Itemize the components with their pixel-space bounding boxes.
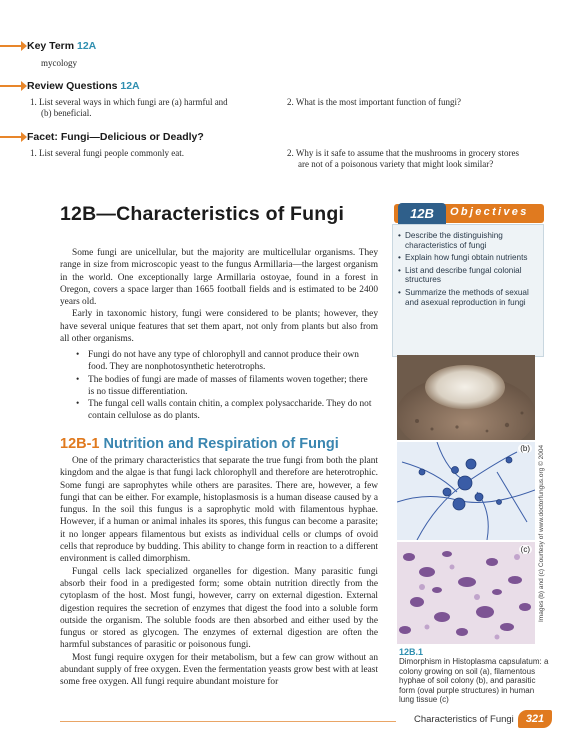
section-title: 12B—Characteristics of Fungi bbox=[60, 203, 345, 225]
key-term-heading: Key Term 12A bbox=[27, 40, 97, 52]
photo-c-parasitic-form bbox=[397, 542, 535, 644]
page-number: 321 bbox=[518, 710, 552, 728]
nutrition-paragraph-3: Most fungi require oxygen for their metabolism, but a few can grow without an abundant supply of free oxygen. Even the fermentation yeasts grow best with at least some free oxygen. All fungi require abundant moisture for bbox=[60, 652, 378, 688]
objective-item: • Explain how fungi obtain nutrients bbox=[397, 253, 539, 263]
review-questions-heading-row bbox=[0, 80, 140, 92]
intro-paragraph-1: Some fungi are unicellular, but the majority are multicellular organisms. They range in size from microscopic yeast to the fungus Armillaria—the largest organism in the world. One exceptionally large Armillaria ostoyae, found in a forest in Oregon, covers a space larger than 1665 football fields and is estimated to be 2400 years old. bbox=[60, 248, 378, 308]
objective-item: • List and describe fungal colonial structures bbox=[397, 266, 539, 285]
facet-question-2: 2. Why is it safe to assume that the mushrooms in grocery stores bbox=[287, 148, 520, 158]
nutrition-paragraph-2: Fungal cells lack specialized organelles for digestion. Many parasitic fungi absorb their food in a predigested form; some obtain nutrition directly from the cytoplasm of the host. Most fungi, however, carry on external digestion. External digestion requires the secretion of enzymes that digest the food into a soluble form outside the organism. The soluble foods are then absorbed and either used by the fungus or stored as glycogen. The enzymes of external digestion are often the harmful substances of parasitic or poisonous fungi. bbox=[60, 566, 378, 651]
photo-a-soil-colony bbox=[397, 355, 535, 440]
objective-item: • Summarize the methods of sexual and asexual reproduction in fungi bbox=[397, 288, 539, 307]
review-questions-heading: Review Questions 12A bbox=[27, 80, 140, 92]
key-term-mycology: mycology bbox=[41, 58, 77, 68]
objectives-label: Objectives bbox=[450, 206, 529, 218]
image-credit: Images (b) and (c) Courtesy of www.doctorfungus.org © 2004 bbox=[538, 444, 545, 622]
review-question-1: 1. List several ways in which fungi are (a) harmful and bbox=[30, 97, 228, 107]
facet-question-1: 1. List several fungi people commonly eat. bbox=[30, 148, 184, 158]
objectives-list bbox=[392, 224, 544, 357]
figure-caption: Dimorphism in Histoplasma capsulatum: a colony growing on soil (a), filamentous hyphae of soil colony (b), and parasitic form (oval purple structures) in human lung tissue (c) bbox=[399, 657, 549, 704]
list-item: • The bodies of fungi are made of masses of filaments woven together; there is no tissue differentiation. bbox=[76, 374, 376, 399]
key-term-heading-row bbox=[0, 40, 96, 52]
intro-text bbox=[60, 247, 378, 345]
facet-heading-row bbox=[0, 131, 204, 143]
facet-heading: Facet: Fungi—Delicious or Deadly? bbox=[27, 131, 204, 143]
review-question-2: 2. What is the most important function of fungi? bbox=[287, 97, 462, 107]
arrow-icon bbox=[0, 45, 22, 47]
arrow-icon bbox=[0, 85, 22, 87]
nutrition-paragraph-1: One of the primary characteristics that separate the true fungi from both the plant kingdom and the algae is that fungi lack chlorophyll and therefore are heterotrophic. Some fungi are saprophytes while others are parasites. There are, however, a few fungi that can be either. For example, histoplasmosis is a human disease caused by a fungus. In the soil this fungus is a saprophytic mold with filamentous hyphae. However, if a human or animal inhales its spores, this fungus can become a parasite; it no longer appears filamentous but exists as individual cells or clumps of ovoid cells that reproduce by budding. This ability to change form in reaction to a different environment is called dimorphism. bbox=[60, 456, 378, 565]
arrow-icon bbox=[0, 136, 22, 138]
list-item: • The fungal cell walls contain chitin, a complex polysaccharide. They do not contain cellulose as do plants. bbox=[76, 398, 376, 423]
facet-question-2-cont: are not of a poisonous variety that might look similar? bbox=[298, 159, 494, 169]
photo-b-label: (b) bbox=[520, 444, 530, 453]
fungi-features-list bbox=[76, 349, 376, 423]
running-head: Characteristics of Fungi bbox=[414, 714, 514, 725]
footer-rule bbox=[60, 721, 396, 722]
list-item: • Fungi do not have any type of chlorophyll and cannot produce their own food. They are nonphotosynthetic heterotrophs. bbox=[76, 349, 376, 374]
intro-paragraph-2: Early in taxonomic history, fungi were considered to be plants; however, they have several unique features that set them apart, not only from plants but also from all other organisms. bbox=[60, 309, 378, 345]
photo-b-filamentous-hyphae bbox=[397, 442, 535, 540]
review-question-1-cont: (b) beneficial. bbox=[41, 108, 92, 118]
subsection-text bbox=[60, 455, 378, 689]
figure-caption-number: 12B.1 bbox=[399, 647, 424, 657]
photo-c-label: (c) bbox=[520, 545, 530, 554]
objective-item: • Describe the distinguishing characteristics of fungi bbox=[397, 231, 539, 250]
objectives-number: 12B bbox=[398, 203, 446, 224]
subsection-title: 12B-1 Nutrition and Respiration of Fungi bbox=[60, 436, 339, 452]
